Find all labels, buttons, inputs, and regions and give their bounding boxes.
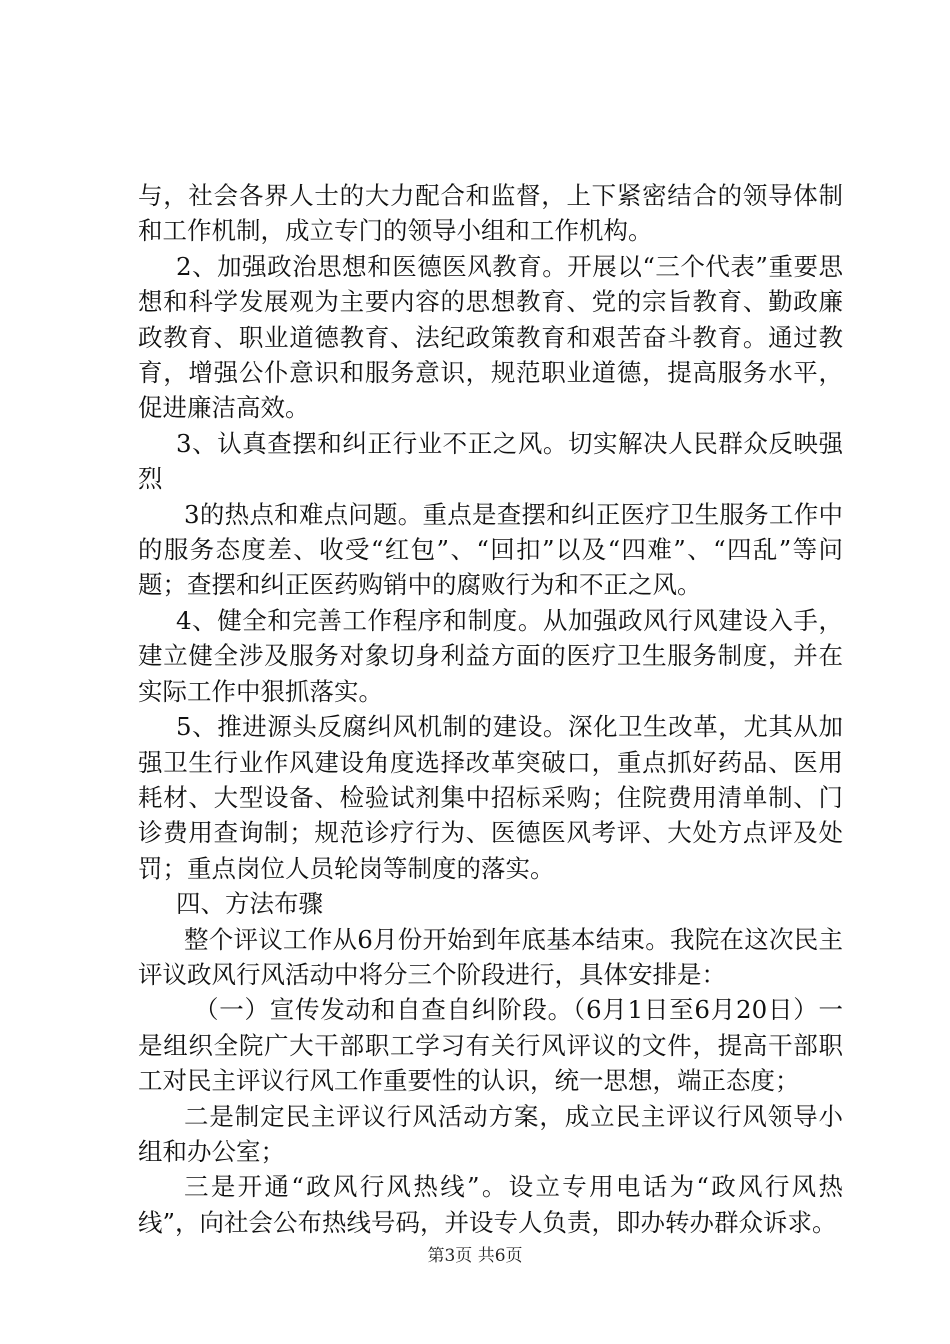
paragraph: 5、推进源头反腐纠风机制的建设。深化卫生改革，尤其从加强卫生行业作风建设角度选择改革突破口，重点抓好药品、医用耗材、大型设备、检验试剂集中招标采购；住院费用清单制、门诊费用查询制；规范诊疗行为、医德医风考评、大处方点评及处罚；重点岗位人员轮岗等制度的落实。 bbox=[138, 712, 843, 883]
paragraph: 3、认真查摆和纠正行业不正之风。切实解决人民群众反映强烈 bbox=[138, 428, 843, 494]
paragraph: 三是开通“政风行风热线”。设立专用电话为“政风行风热线”，向社会公布热线号码，并设专人负责，即办转办群众诉求。 bbox=[138, 1172, 843, 1237]
paragraph: 4、健全和完善工作程序和制度。从加强政风行风建设入手，建立健全涉及服务对象切身利益方面的医疗卫生服务制度，并在实际工作中狠抓落实。 bbox=[138, 605, 843, 706]
paragraph: 二是制定民主评议行风活动方案，成立民主评议行风领导小组和办公室； bbox=[138, 1101, 843, 1166]
paragraph: 3的热点和难点问题。重点是查摆和纠正医疗卫生服务工作中的服务态度差、收受“红包”、“回扣”以及“四难”、“四乱”等问题；查摆和纠正医药购销中的腐败行为和不正之风。 bbox=[138, 499, 843, 600]
paragraph: （一）宣传发动和自查自纠阶段。（6月1日至6月20日）一是组织全院广大干部职工学习有关行风评议的文件，提高干部职工对民主评议行风工作重要性的认识，统一思想，端正态度； bbox=[138, 995, 843, 1096]
paragraph: 2、加强政治思想和医德医风教育。开展以“三个代表”重要思想和科学发展观为主要内容的思想教育、党的宗旨教育、勤政廉政教育、职业道德教育、法纪政策教育和艰苦奋斗教育。通过教育，增强公仆意识和服务意识，规范职业道德，提高服务水平，促进廉洁高效。 bbox=[138, 251, 843, 423]
section-heading: 四、方法布骤 bbox=[176, 889, 323, 919]
paragraph: 整个评议工作从6月份开始到年底基本结束。我院在这次民主评议政风行风活动中将分三个阶段进行，具体安排是： bbox=[138, 924, 843, 989]
paragraph: 与，社会各界人士的大力配合和监督，上下紧密结合的领导体制和工作机制，成立专门的领导小组和工作机构。 bbox=[138, 181, 843, 246]
document-body bbox=[138, 178, 843, 1240]
page-number: 第3页 共6页 bbox=[427, 1246, 523, 1266]
